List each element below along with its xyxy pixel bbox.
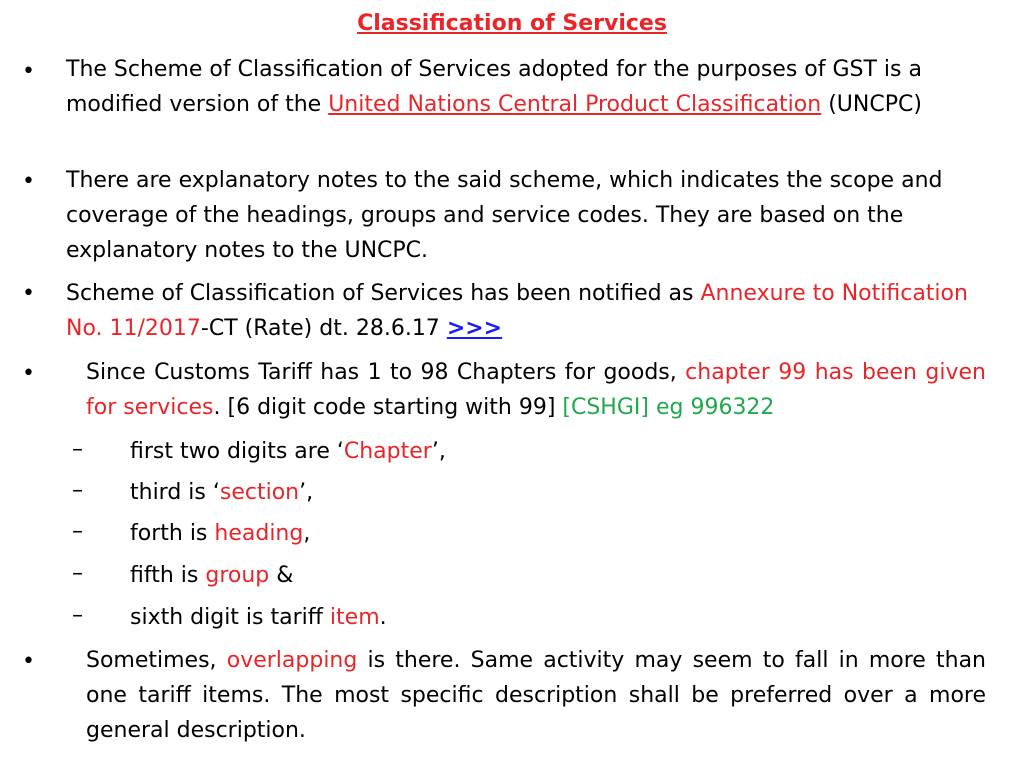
- paragraph-text: There are explanatory notes to the said scheme, which indicates the scope and coverage of the headings, groups and service codes. They are based on the explanatory notes to the UNCPC.: [66, 168, 943, 263]
- sub-item-text: forth is: [130, 521, 215, 546]
- bullet-icon: •: [22, 281, 35, 306]
- bullet-icon: •: [22, 59, 35, 84]
- sub-item-text: third is ‘: [130, 480, 220, 505]
- dash-icon: –: [72, 519, 83, 544]
- paragraph-overlapping: [86, 643, 986, 748]
- paragraph-text: is there. Same activity may seem to fall in more than one tariff items. The most specific description shall be preferred over a more general description.: [86, 648, 987, 743]
- paragraph-text: Scheme of Classification of Services has been notified as: [66, 281, 701, 306]
- dash-icon: –: [72, 561, 83, 586]
- sub-item-text: ’,: [431, 439, 446, 464]
- sub-item-keyword: Chapter: [343, 439, 432, 464]
- overlapping-text: overlapping: [226, 648, 358, 673]
- chapter-99-text: chapter 99 has been given for services: [86, 360, 986, 420]
- sub-item-group: [130, 560, 293, 592]
- sub-item-text: ,: [303, 521, 311, 546]
- sub-item-text: ’,: [299, 480, 314, 505]
- paragraph-text: (UNCPC): [821, 92, 922, 117]
- sub-item-chapter: [130, 436, 446, 468]
- dash-icon: –: [72, 437, 83, 462]
- dash-icon: –: [72, 478, 83, 503]
- paragraph-text: Since Customs Tariff has 1 to 98 Chapters for goods,: [86, 360, 686, 385]
- bullet-icon: •: [22, 361, 35, 386]
- dash-icon: –: [72, 603, 83, 628]
- paragraph-text: -CT (Rate) dt. 28.6.17: [200, 316, 447, 341]
- paragraph-chapter-99: [86, 355, 986, 425]
- sub-item-text: .: [379, 605, 387, 630]
- paragraph-text: The Scheme of Classification of Services adopted for the purposes of GST is a modified version of the: [66, 57, 922, 117]
- sub-item-text: sixth digit is tariff: [130, 605, 330, 630]
- sub-item-keyword: item: [329, 605, 380, 630]
- sub-item-keyword: heading: [214, 521, 304, 546]
- sub-item-keyword: group: [205, 563, 270, 588]
- paragraph-uncpc: [66, 52, 986, 122]
- sub-item-item: [130, 602, 387, 634]
- sub-item-keyword: section: [219, 480, 300, 505]
- annexure-text: Annexure to Notification No. 11/2017: [66, 281, 968, 341]
- paragraph-text: Sometimes,: [86, 648, 227, 673]
- uncpc-link[interactable]: United Nations Central Product Classification: [328, 92, 822, 117]
- cshgi-example: [CSHGI] eg 996322: [562, 395, 775, 420]
- bullet-icon: •: [22, 169, 35, 194]
- slide-title: Classification of Services: [357, 11, 667, 36]
- paragraph-text: . [6 digit code starting with 99]: [213, 395, 563, 420]
- sub-item-section: [130, 477, 313, 509]
- bullet-icon: •: [22, 649, 35, 674]
- sub-item-text: &: [269, 563, 294, 588]
- more-link[interactable]: >>>: [446, 316, 503, 341]
- sub-item-heading: [130, 518, 310, 550]
- sub-item-text: first two digits are ‘: [130, 439, 344, 464]
- sub-item-text: fifth is: [130, 563, 206, 588]
- paragraph-notification: [66, 276, 986, 346]
- paragraph-explanatory-notes: [66, 163, 986, 268]
